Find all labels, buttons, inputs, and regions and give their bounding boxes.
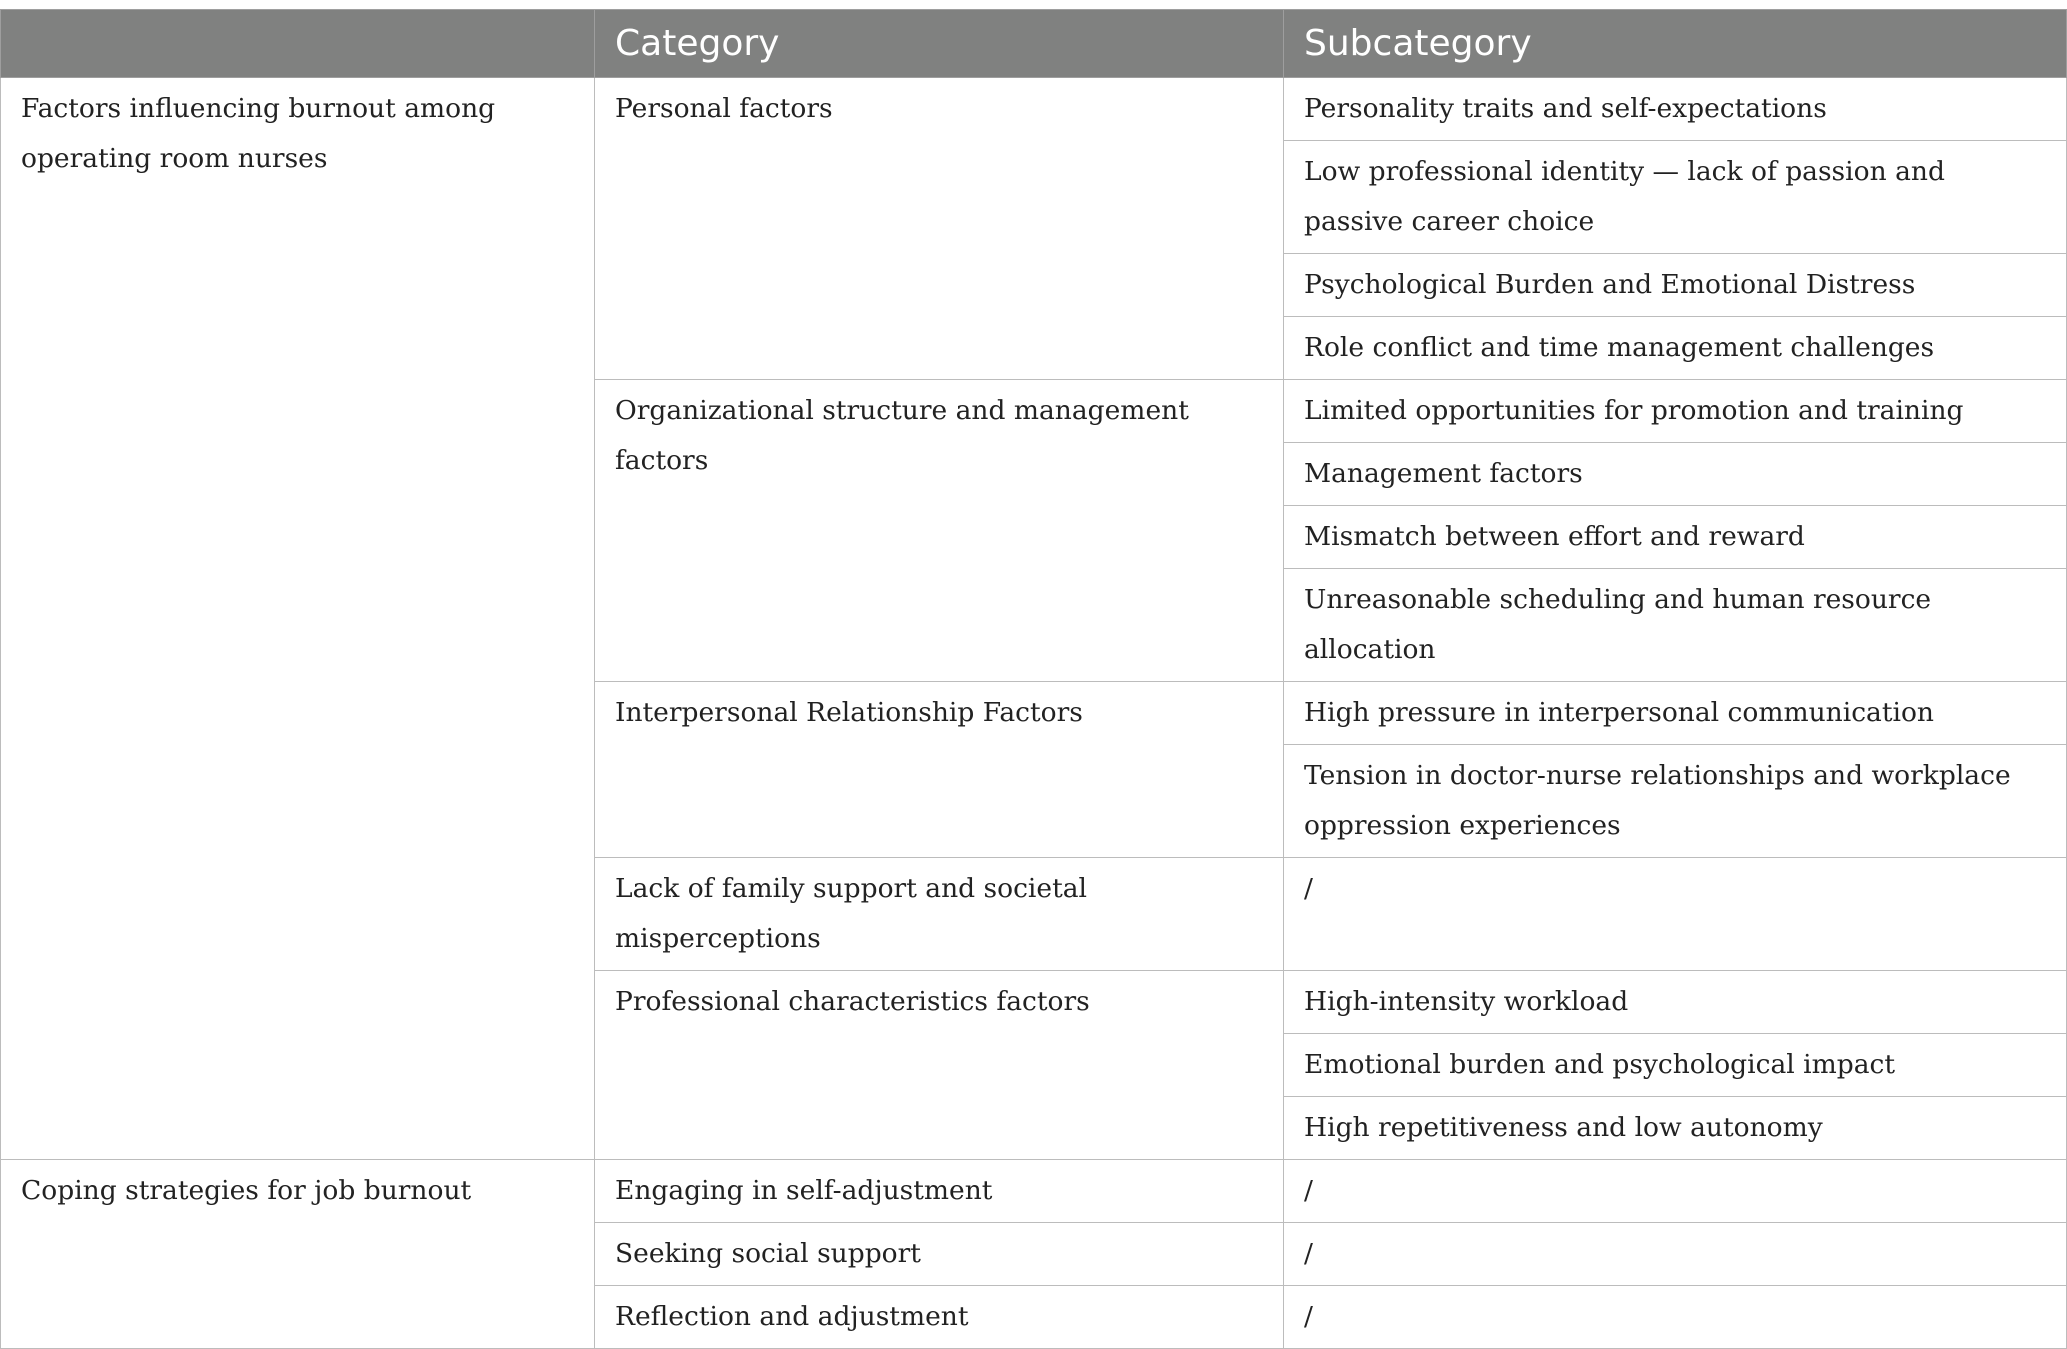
burnout-table	[0, 9, 2067, 1349]
subcategory-cell: High repetitiveness and low autonomy	[1284, 1097, 2067, 1160]
subcategory-cell: Emotional burden and psychological impact	[1284, 1034, 2067, 1097]
category-cell: Interpersonal Relationship Factors	[595, 682, 1284, 858]
subcategory-cell: Limited opportunities for promotion and training	[1284, 380, 2067, 443]
subcategory-cell: Personality traits and self-expectations	[1284, 78, 2067, 141]
header-cell-empty	[1, 10, 595, 78]
category-cell: Lack of family support and societal misperceptions	[595, 858, 1284, 971]
subcategory-cell: Management factors	[1284, 443, 2067, 506]
subcategory-cell: /	[1284, 1286, 2067, 1349]
subcategory-cell: /	[1284, 1223, 2067, 1286]
subcategory-cell: Role conflict and time management challenges	[1284, 317, 2067, 380]
group-cell: Factors influencing burnout among operating room nurses	[1, 78, 595, 1160]
subcategory-cell: Tension in doctor-nurse relationships and workplace oppression experiences	[1284, 745, 2067, 858]
subcategory-cell: /	[1284, 1160, 2067, 1223]
category-cell: Personal factors	[595, 78, 1284, 380]
header-row	[1, 10, 2067, 78]
category-cell: Engaging in self-adjustment	[595, 1160, 1284, 1223]
subcategory-cell: High-intensity workload	[1284, 971, 2067, 1034]
subcategory-cell: Psychological Burden and Emotional Distress	[1284, 254, 2067, 317]
header-cell-category: Category	[595, 10, 1284, 78]
table-row	[1, 78, 2067, 141]
table-row	[1, 1160, 2067, 1223]
subcategory-cell: /	[1284, 858, 2067, 971]
subcategory-cell: Mismatch between effort and reward	[1284, 506, 2067, 569]
category-cell: Organizational structure and management factors	[595, 380, 1284, 682]
category-cell: Reflection and adjustment	[595, 1286, 1284, 1349]
header-cell-subcategory: Subcategory	[1284, 10, 2067, 78]
subcategory-cell: Unreasonable scheduling and human resource allocation	[1284, 569, 2067, 682]
category-cell: Professional characteristics factors	[595, 971, 1284, 1160]
group-cell: Coping strategies for job burnout	[1, 1160, 595, 1349]
subcategory-cell: Low professional identity — lack of passion and passive career choice	[1284, 141, 2067, 254]
subcategory-cell: High pressure in interpersonal communication	[1284, 682, 2067, 745]
category-cell: Seeking social support	[595, 1223, 1284, 1286]
table-container	[0, 9, 2066, 1349]
